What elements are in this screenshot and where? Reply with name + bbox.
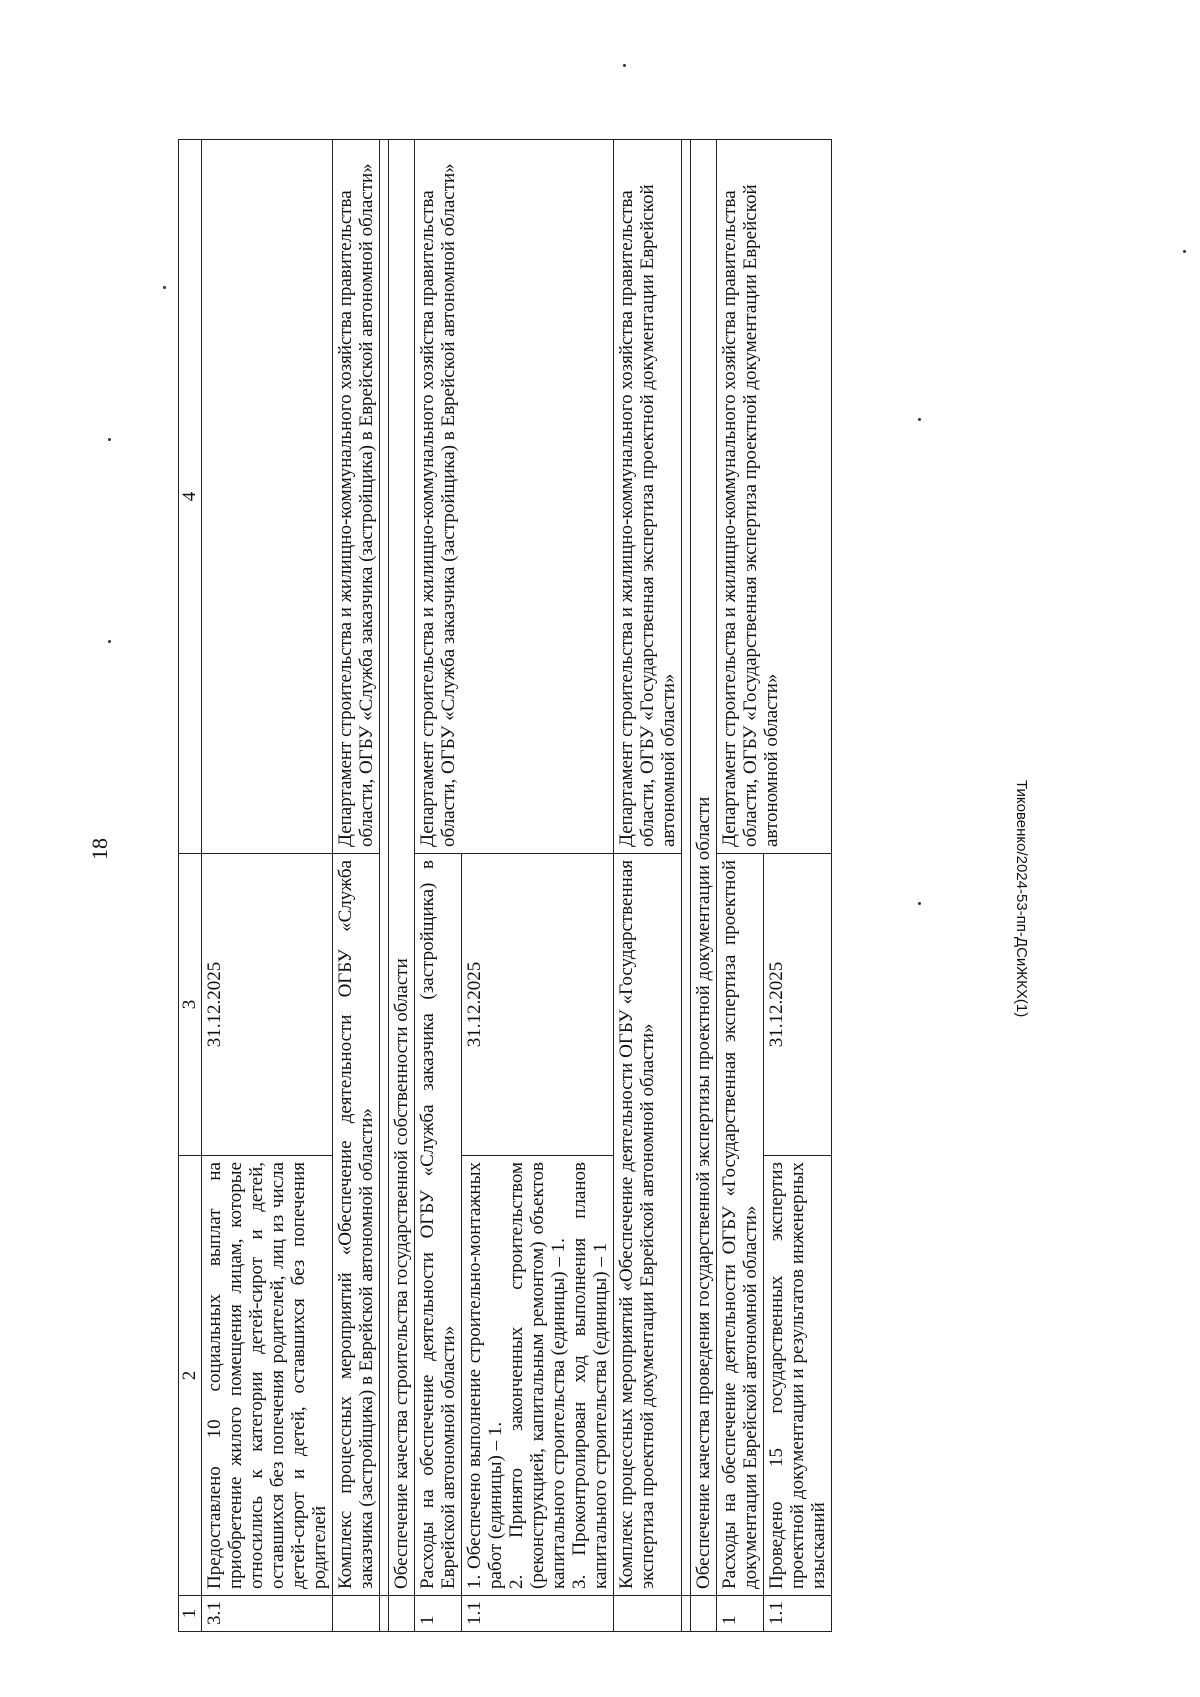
row-number	[333, 1596, 380, 1632]
deadline: 31.12.2025	[764, 854, 832, 1156]
scan-speck	[108, 438, 111, 441]
result-line: 1. Обеспечено выполнение строительно-монтажных работ (единицы) – 1.	[464, 1162, 506, 1589]
responsible: Департамент строительства и жилищно-коммунального хозяйства правительства области, ОГБУ «Служба заказчика (застройщика) в Еврейской автономной области»	[415, 140, 614, 854]
header-row	[179, 140, 202, 1632]
complex-title: Комплекс процессных мероприятий «Обеспечение деятельности ОГБУ «Служба заказчика (застройщика) в Еврейской автономной области»	[333, 854, 380, 1596]
measure-text: Предоставлено 10 социальных выплат на приобретение жилого помещения лицам, которые относились к категории детей-сирот и детей, оставшихся без попечения родителей, лиц из числа детей-сирот и детей, оставшихся без попечения родителей	[202, 1156, 333, 1596]
scan-speck	[623, 64, 626, 67]
header-cell: 2	[179, 1156, 202, 1596]
result-line: 2. Принято законченных строительством (реконструкцией, капитальным ремонтом) объектов капитального строительства (единицы) – 1.	[506, 1162, 569, 1589]
scan-speck	[918, 902, 921, 905]
header-cell: 1	[179, 1596, 202, 1632]
spacer-row	[380, 140, 389, 1632]
scan-speck	[918, 418, 921, 421]
complex-title: Комплекс процессных мероприятий «Обеспечение деятельности ОГБУ «Государственная экспертиза проектной документации Еврейской автономной области»	[614, 854, 682, 1596]
header-cell: 4	[179, 140, 202, 854]
table-row	[717, 140, 764, 1632]
scan-speck	[108, 640, 111, 643]
row-number	[614, 1596, 682, 1632]
spacer-row	[682, 140, 691, 1632]
document-code: Тиковенко/2024-53-пп-ДСиЖКХ(1)	[1013, 780, 1030, 1018]
scan-speck	[1183, 250, 1186, 253]
table-row	[415, 140, 462, 1632]
measure-text: Расходы на обеспечение деятельности ОГБУ «Государственная экспертиза проектной документации Еврейской автономной области»	[717, 854, 764, 1596]
row-number: 3.1	[202, 1596, 333, 1632]
row-number: 1.1	[462, 1596, 614, 1632]
table-row	[202, 140, 333, 1632]
section-row	[389, 140, 415, 1632]
responsible	[202, 140, 333, 854]
deadline: 31.12.2025	[462, 854, 614, 1156]
row-number: 1	[415, 1596, 462, 1632]
measure-text	[462, 1156, 614, 1596]
table-row	[614, 140, 682, 1632]
table-row	[333, 140, 380, 1632]
header-cell: 3	[179, 854, 202, 1156]
page-number: 18	[87, 838, 112, 860]
responsible: Департамент строительства и жилищно-коммунального хозяйства правительства области, ОГБУ «Служба заказчика (застройщика) в Еврейской автономной области»	[333, 140, 380, 854]
measure-text: Проведено 15 государственных экспертиз проектной документации и результатов инженерных изысканий	[764, 1156, 832, 1596]
responsible: Департамент строительства и жилищно-коммунального хозяйства правительства области, ОГБУ «Государственная экспертиза проектной документации Еврейской автономной области»	[614, 140, 682, 854]
measures-table	[178, 139, 832, 1632]
responsible: Департамент строительства и жилищно-коммунального хозяйства правительства области, ОГБУ «Государственная экспертиза проектной документации Еврейской автономной области»	[717, 140, 832, 854]
measure-text: Расходы на обеспечение деятельности ОГБУ «Служба заказчика (застройщика) в Еврейской автономной области»	[415, 854, 462, 1596]
result-line: 3. Проконтролирован ход выполнения планов капитального строительства (единицы) – 1	[569, 1162, 611, 1589]
deadline: 31.12.2025	[202, 854, 333, 1156]
table-container	[178, 140, 868, 1632]
row-number: 1	[717, 1596, 764, 1632]
section-title: Обеспечение качества строительства государственной собственности области	[389, 140, 415, 1596]
row-number: 1.1	[764, 1596, 832, 1632]
section-row	[691, 140, 717, 1632]
scan-speck	[163, 286, 166, 289]
section-title: Обеспечение качества проведения государственной экспертизы проектной документации области	[691, 140, 717, 1596]
